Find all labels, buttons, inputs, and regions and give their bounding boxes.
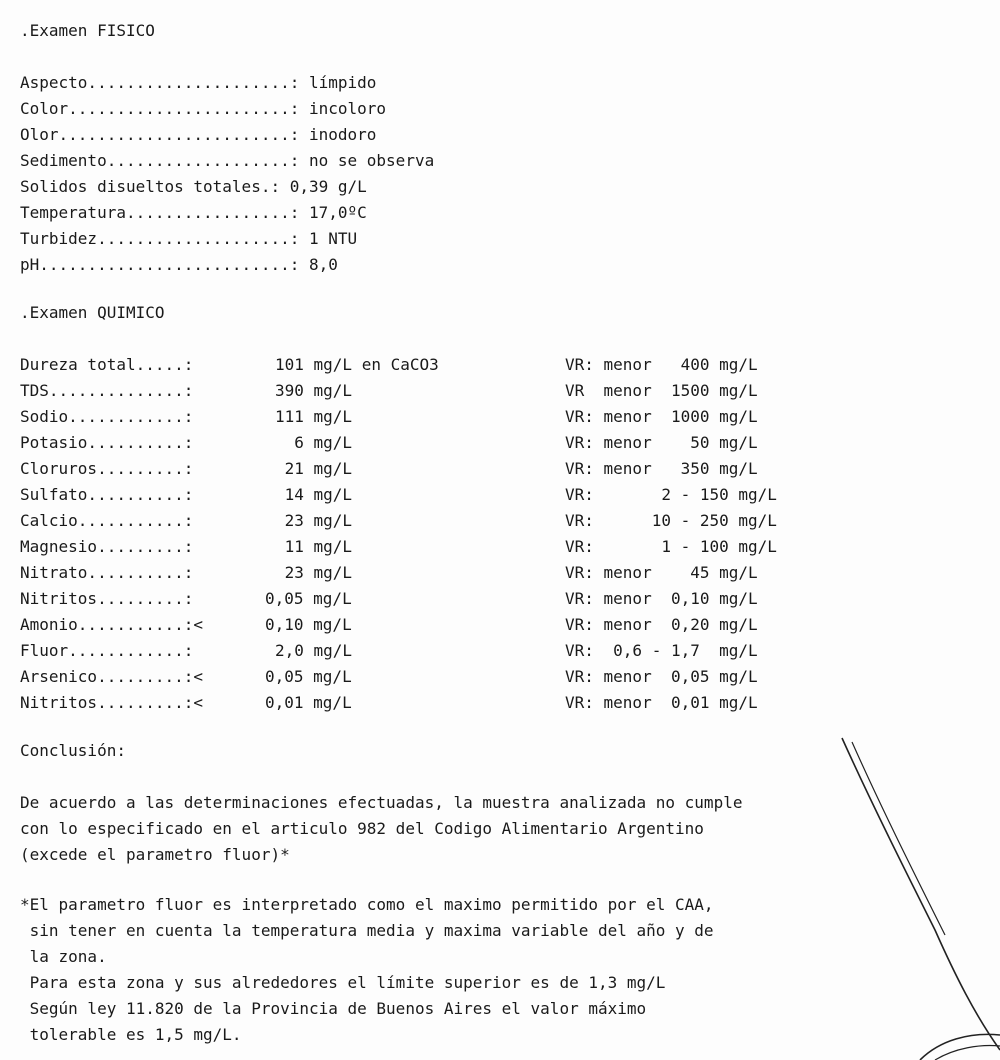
analyte-name: Amonio...........:<	[20, 615, 204, 634]
analyte-reference: VR: 2 - 150 mg/L	[565, 485, 777, 504]
fisico-heading: .Examen FISICO	[20, 21, 155, 40]
analyte-value: 23 mg/L	[275, 511, 353, 530]
analyte-reference: VR: menor 50 mg/L	[565, 433, 758, 452]
analyte-reference: VR: menor 1000 mg/L	[565, 407, 758, 426]
analyte-value: 0,10 mg/L	[265, 615, 352, 634]
conclusion-heading: Conclusión:	[20, 741, 126, 760]
conclusion-line: (excede el parametro fluor)*	[20, 845, 290, 864]
fisico-row: Turbidez....................: 1 NTU	[20, 229, 358, 248]
analyte-name: Cloruros.........:	[20, 459, 194, 478]
analyte-reference: VR: menor 350 mg/L	[565, 459, 758, 478]
fisico-row: Color.......................: incoloro	[20, 99, 387, 118]
analyte-reference: VR: menor 0,10 mg/L	[565, 589, 758, 608]
footnote-line: sin tener en cuenta la temperatura media y maxima variable del año y de	[20, 921, 714, 940]
analyte-value: 11 mg/L	[275, 537, 353, 556]
analyte-reference: VR: menor 45 mg/L	[565, 563, 758, 582]
analyte-value: 111 mg/L	[275, 407, 353, 426]
fisico-row: Olor........................: inodoro	[20, 125, 377, 144]
analyte-name: Nitrato..........:	[20, 563, 194, 582]
footnote-line: tolerable es 1,5 mg/L.	[20, 1025, 242, 1044]
analyte-name: Sulfato..........:	[20, 485, 194, 504]
analyte-value: 0,05 mg/L	[265, 589, 352, 608]
analyte-value: 23 mg/L	[275, 563, 353, 582]
analyte-value: 14 mg/L	[275, 485, 353, 504]
analyte-reference: VR: menor 400 mg/L	[565, 355, 758, 374]
analyte-value: 101 mg/L en CaCO3	[275, 355, 439, 374]
footnote-line: Según ley 11.820 de la Provincia de Buenos Aires el valor máximo	[20, 999, 647, 1018]
fisico-row: Temperatura.................: 17,0ºC	[20, 203, 367, 222]
fisico-row: Solidos disueltos totales.: 0,39 g/L	[20, 177, 367, 196]
analyte-name: Dureza total.....:	[20, 355, 194, 374]
conclusion-line: De acuerdo a las determinaciones efectuadas, la muestra analizada no cumple	[20, 793, 743, 812]
analyte-reference: VR: 10 - 250 mg/L	[565, 511, 777, 530]
conclusion-line: con lo especificado en el articulo 982 del Codigo Alimentario Argentino	[20, 819, 704, 838]
analyte-value: 390 mg/L	[275, 381, 353, 400]
analyte-name: TDS..............:	[20, 381, 194, 400]
analyte-reference: VR: 0,6 - 1,7 mg/L	[565, 641, 758, 660]
analyte-value: 0,01 mg/L	[265, 693, 352, 712]
analyte-name: Nitritos.........:<	[20, 693, 204, 712]
analyte-value: 0,05 mg/L	[265, 667, 352, 686]
analyte-value: 21 mg/L	[275, 459, 353, 478]
analyte-reference: VR: menor 0,20 mg/L	[565, 615, 758, 634]
analyte-name: Sodio............:	[20, 407, 194, 426]
footnote-line: Para esta zona y sus alrededores el límite superior es de 1,3 mg/L	[20, 973, 666, 992]
footnote-line: *El parametro fluor es interpretado como el maximo permitido por el CAA,	[20, 895, 714, 914]
analyte-value: 6 mg/L	[275, 433, 353, 452]
analyte-name: Potasio..........:	[20, 433, 194, 452]
analyte-name: Nitritos.........:	[20, 589, 194, 608]
analyte-name: Magnesio.........:	[20, 537, 194, 556]
analyte-name: Fluor............:	[20, 641, 194, 660]
analyte-value: 2,0 mg/L	[275, 641, 353, 660]
fisico-row: pH..........................: 8,0	[20, 255, 338, 274]
analyte-name: Calcio...........:	[20, 511, 194, 530]
analyte-reference: VR menor 1500 mg/L	[565, 381, 758, 400]
quimico-heading: .Examen QUIMICO	[20, 303, 165, 322]
analyte-reference: VR: 1 - 100 mg/L	[565, 537, 777, 556]
fisico-row: Aspecto.....................: límpido	[20, 73, 377, 92]
analyte-reference: VR: menor 0,05 mg/L	[565, 667, 758, 686]
analyte-reference: VR: menor 0,01 mg/L	[565, 693, 758, 712]
analyte-name: Arsenico.........:<	[20, 667, 204, 686]
fisico-row: Sedimento...................: no se observa	[20, 151, 435, 170]
footnote-line: la zona.	[20, 947, 107, 966]
